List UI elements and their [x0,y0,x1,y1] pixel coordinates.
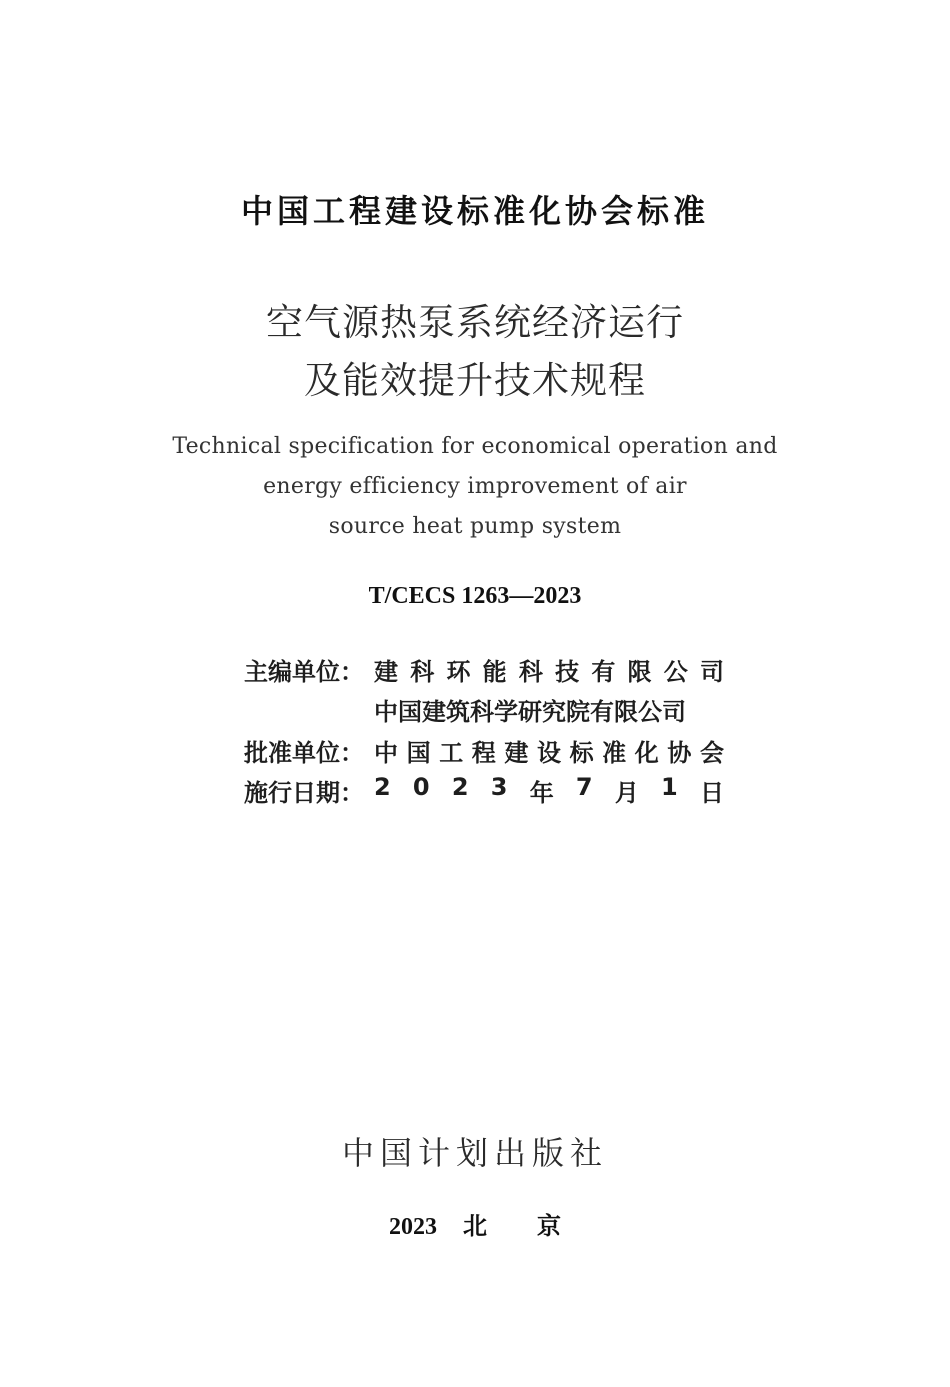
date-value: 2 0 2 3 年 7 月 1 日 [374,773,724,807]
editor-row [244,652,724,687]
editor-row-2 [244,692,724,727]
series-title: 中国工程建设标准化协会标准 [240,192,709,230]
title-cn-line1: 空气源热泵系统经济运行 [266,301,684,344]
title-en-line1: Technical specification for economical operation and [172,434,778,459]
city-char-1: 北 [463,1212,487,1240]
date-row [244,773,724,808]
date-label: 施行日期： [244,779,364,807]
approver-label: 批准单位： [244,739,364,767]
standard-code: T/CECS 1263—2023 [368,583,582,609]
publication-year: 2023 [389,1214,437,1240]
title-cn-line2: 及能效提升技术规程 [304,359,646,402]
publisher-name: 中国计划出版社 [341,1134,608,1172]
title-en-line2: energy efficiency improvement of air [263,474,687,499]
editor-org-2: 中国建筑科学研究院有限公司 [374,698,686,726]
title-en-line3: source heat pump system [328,514,622,539]
approver-row [244,733,724,768]
city-char-2: 京 [537,1212,561,1240]
approver-org: 中 国 工 程 建 设 标 准 化 协 会 [374,739,724,767]
editor-label: 主编单位： [244,658,364,686]
editor-org-1: 建 科 环 能 科 技 有 限 公 司 [374,658,724,686]
publication-place [0,1206,950,1241]
